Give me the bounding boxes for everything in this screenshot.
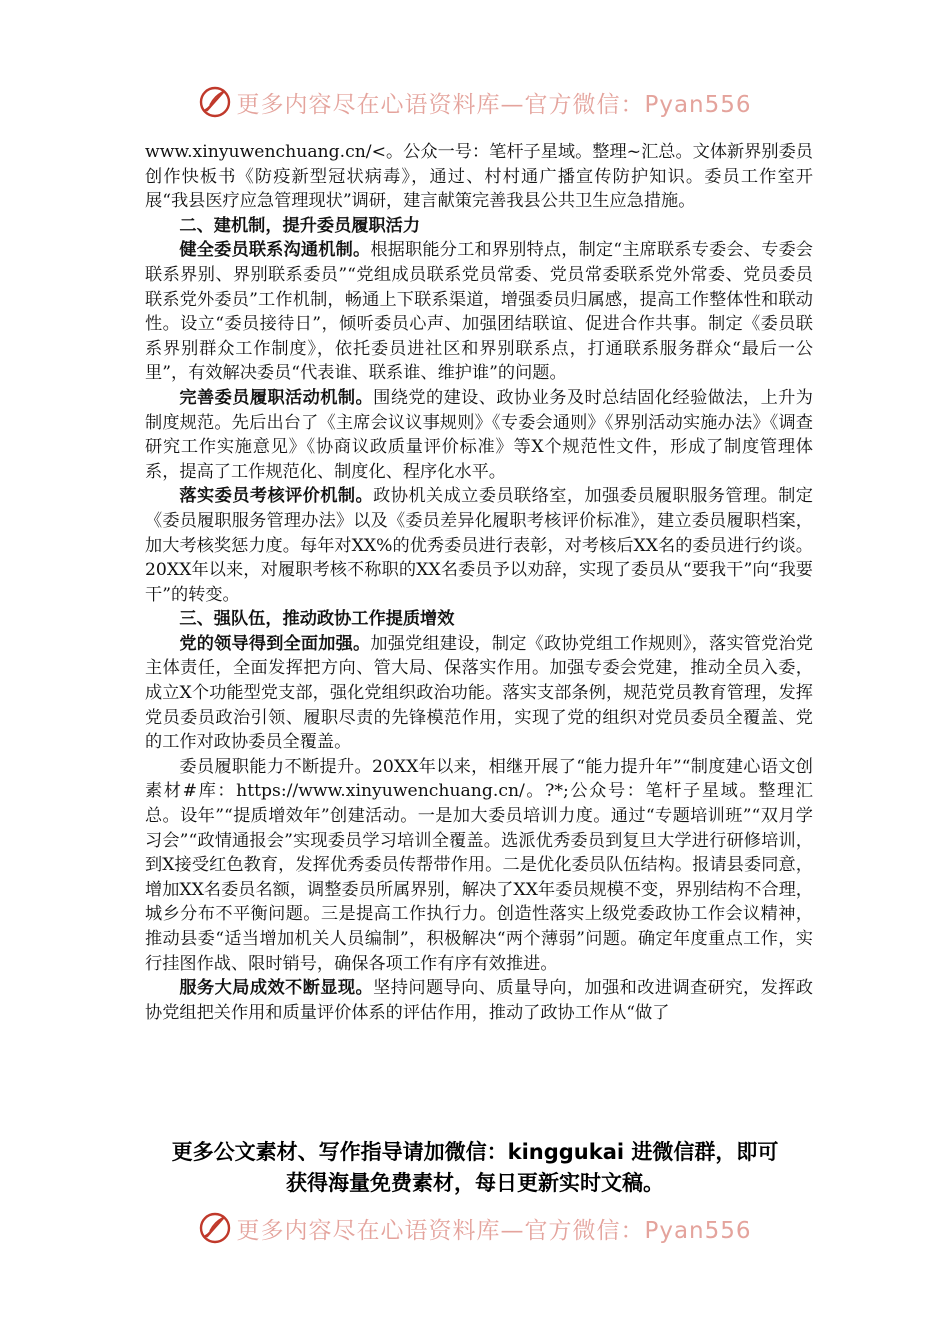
document-body [145,140,813,1025]
paragraph: www.xinyuwenchuang.cn/<。公众一号：笔杆子星域。整理~汇总。文体新界别委员创作快板书《防疫新型冠状病毒》，通过、村村通广播宣传防护知识。委员工作室开展“我县医疗应急管理现状”调研，建言献策完善我县公共卫生应急措施。 [145,142,813,212]
section-heading: 三、强队伍，推动政协工作提质增效 [179,609,455,630]
section-heading: 二、建机制，提升委员履职活力 [179,215,421,236]
banner-text: 更多内容尽在心语资料库—官方微信：Pyan556 [236,91,752,118]
footer-banner [0,1208,950,1248]
header-banner [0,82,950,122]
paragraph: 党的领导得到全面加强。加强党组建设，制定《政协党组工作规则》，落实管党治党主体责任，全面发挥把方向、管大局、保落实作用。加强专委会党建，推动全员入委，成立X个功能型党支部，强化党组织政治功能。落实支部条例，规范党员教育管理，发挥党员委员政治引领、履职尽责的先锋模范作用，实现了党的组织对党员委员全覆盖、党的工作对政协委员全覆盖。 [145,633,813,753]
promo-notice [0,1137,950,1199]
paragraph: 落实委员考核评价机制。政协机关成立委员联络室，加强委员履职服务管理。制定《委员履职服务管理办法》以及《委员差异化履职考核评价标准》，建立委员履职档案，加大考核奖惩力度。每年对XX%的优秀委员进行表彰，对考核后XX名的委员进行约谈。20XX年以来，对履职考核不称职的XX名委员予以劝辞，实现了委员从“要我干”向“我要干”的转变。 [145,486,813,605]
promo-line-2: 获得海量免费素材，每日更新实时文稿。 [286,1171,664,1195]
quill-pen-logo-icon [198,1211,232,1245]
promo-line-1: 更多公文素材、写作指导请加微信：kinggukai 进微信群，即可 [171,1140,779,1164]
banner-text: 更多内容尽在心语资料库—官方微信：Pyan556 [236,1217,752,1244]
paragraph: 服务大局成效不断显现。坚持问题导向、质量导向，加强和改进调查研究，发挥政协党组把关作用和质量评价体系的评估作用，推动了政协工作从“做了 [145,978,813,1023]
quill-pen-logo-icon [198,85,232,119]
paragraph: 委员履职能力不断提升。20XX年以来，相继开展了“能力提升年”“制度建心语文创素材#库：https://www.xinyuwenchuang.cn/。?*;公众号：笔杆子星域。整理汇总。设年”“提质增效年”创建活动。一是加大委员培训力度。通过“专题培训班”“双月学习会”“政情通报会”实现委员学习培训全覆盖。选派优秀委员到复旦大学进行研修培训，到X接受红色教育，发挥优秀委员传帮带作用。二是优化委员队伍结构。报请县委同意，增加XX名委员名额，调整委员所属界别，解决了XX年委员规模不变，界别结构不合理，城乡分布不平衡问题。三是提高工作执行力。创造性落实上级党委政协工作会议精神，推动县委“适当增加机关人员编制”，积极解决“两个薄弱”问题。确定年度重点工作，实行挂图作战、限时销号，确保各项工作有序有效推进。 [145,756,813,974]
paragraph: 完善委员履职活动机制。围绕党的建设、政协业务及时总结固化经验做法，上升为制度规范。先后出台了《主席会议议事规则》《专委会通则》《界别活动实施办法》《调查研究工作实施意见》《协商议政质量评价标准》等X个规范性文件，形成了制度管理体系，提高了工作规范化、制度化、程序化水平。 [145,387,813,482]
paragraph: 健全委员联系沟通机制。根据职能分工和界别特点，制定“主席联系专委会、专委会联系界别、界别联系委员”“党组成员联系党员常委、党员常委联系党外常委、党员委员联系党外委员”工作机制，畅通上下联系渠道，增强委员归属感，提高工作整体性和联动性。设立“委员接待日”，倾听委员心声、加强团结联谊、促进合作共事。制定《委员联系界别群众工作制度》，依托委员进社区和界别联系点，打通联系服务群众“最后一公里”，有效解决委员“代表谁、联系谁、维护谁”的问题。 [145,240,813,384]
